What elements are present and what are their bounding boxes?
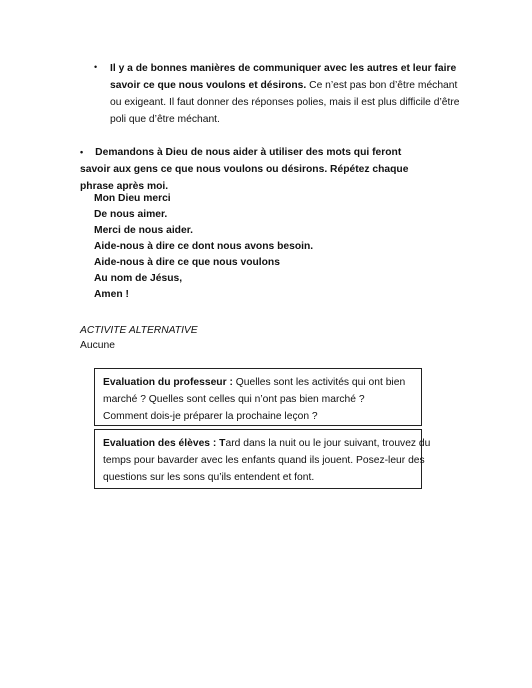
bullet-2-line-3: phrase après moi. xyxy=(80,181,169,192)
bullet-2-line-1-text: Demandons à Dieu de nous aider à utiliser des mots qui feront xyxy=(95,147,402,158)
prayer-line: Amen ! xyxy=(94,289,129,300)
bullet-1-text xyxy=(110,60,460,128)
bullet-1-line-2-rest: Ce n’est pas bon d’être méchant xyxy=(306,80,458,91)
teacher-eval-line-2: marché ? Quelles sont celles qui n’ont pas bien marché ? xyxy=(103,394,365,405)
prayer-line: Au nom de Jésus, xyxy=(94,273,183,284)
teacher-eval-line-1 xyxy=(103,374,413,391)
alternative-title: ACTIVITE ALTERNATIVE xyxy=(80,325,198,336)
bullet-2 xyxy=(80,144,425,195)
prayer-line: Aide-nous à dire ce que nous voulons xyxy=(94,257,280,268)
prayer-line: De nous aimer. xyxy=(94,209,168,220)
prayer xyxy=(94,191,313,303)
student-eval-label: Evaluation des élèves : T xyxy=(103,438,226,449)
bullet-1-line-3: ou exigeant. Il faut donner des réponses polies, mais il est plus difficile d’être xyxy=(110,97,460,108)
bullet-1-line-2 xyxy=(110,77,458,94)
student-evaluation-box xyxy=(94,429,431,489)
alternative-value: Aucune xyxy=(80,340,115,351)
prayer-line: Merci de nous aider. xyxy=(94,225,193,236)
alternative-activity xyxy=(80,322,198,354)
student-eval-line-2: temps pour bavarder avec les enfants quand ils jouent. Posez-leur des xyxy=(103,455,425,466)
teacher-evaluation-box xyxy=(94,368,422,426)
student-eval-line-1-rest: ard dans la nuit ou le jour suivant, trouvez du xyxy=(225,438,431,449)
teacher-eval-line-3: Comment dois-je préparer la prochaine leçon ? xyxy=(103,411,318,422)
bullet-1-line-2-bold: savoir ce que nous voulons et désirons. xyxy=(110,80,307,91)
teacher-eval-line-1-rest: Quelles sont les activités qui ont bien xyxy=(232,377,406,388)
prayer-line: Mon Dieu merci xyxy=(94,193,171,204)
bullet-marker: • xyxy=(94,62,98,72)
student-eval-line-3: questions sur les sons qu’ils entendent et font. xyxy=(103,472,315,483)
bullet-1-line-1: Il y a de bonnes manières de communiquer avec les autres et leur faire xyxy=(110,63,457,74)
student-eval-line-1 xyxy=(103,435,431,452)
bullet-2-line-1 xyxy=(80,144,425,161)
prayer-line: Aide-nous à dire ce dont nous avons besoin. xyxy=(94,241,314,252)
bullet-1-line-4: poli que d’être méchant. xyxy=(110,114,220,125)
bullet-2-line-2: savoir aux gens ce que nous voulons ou désirons. Répétez chaque xyxy=(80,164,409,175)
bullet-marker: • xyxy=(80,147,84,157)
teacher-eval-label: Evaluation du professeur : xyxy=(103,377,233,388)
